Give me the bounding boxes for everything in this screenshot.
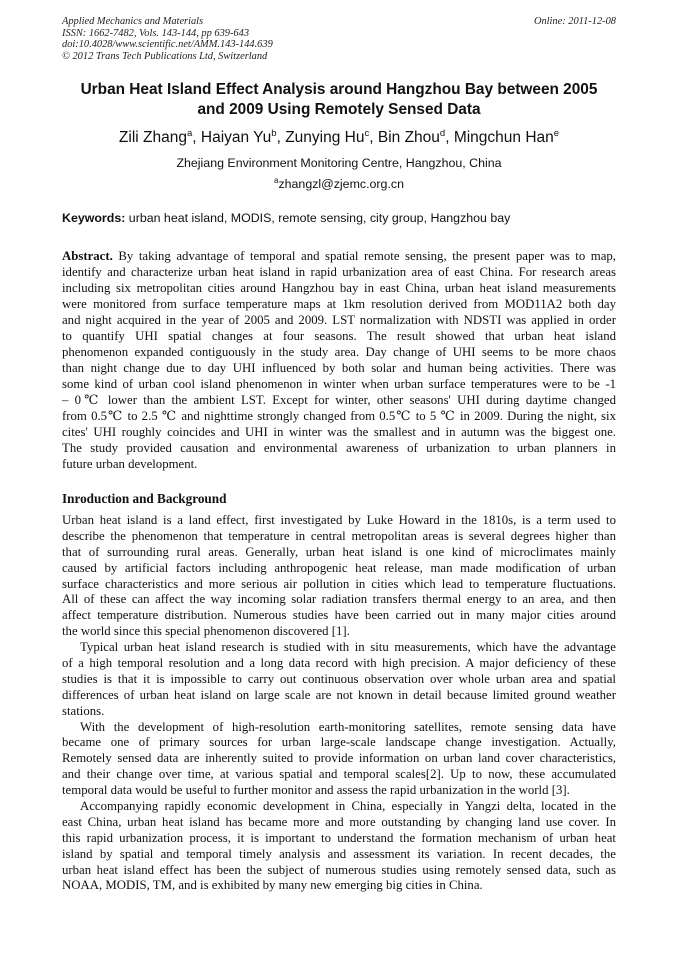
abstract-line: including six metropolitan cities around Hangzhou bay in east China, urban heat island measurements [62, 281, 616, 295]
text-line: of a high temporal resolution and a long data record with high precision. A major deficiency of these [62, 656, 616, 671]
text-line: the world since this special phenomenon discovered [1]. [62, 624, 350, 639]
contact-email [62, 176, 616, 192]
text-line: describe the phenomenon that temperature in central metropolitan areas is several degrees higher than [62, 528, 616, 543]
title-line-2: and 2009 Using Remotely Sensed Data [197, 101, 481, 118]
text-line: With the development of high-resolution earth-monitoring satellites, remote sensing data have [80, 719, 616, 734]
author-name: Haiyan Yu [200, 129, 272, 146]
text-line: that of surrounding rural areas. Generally, urban heat island is one kind of microclimates mainly [62, 544, 616, 559]
abstract-line: future urban development. [62, 457, 198, 471]
paragraph [62, 799, 616, 894]
text-line: temporal data would be useful to further monitor and assess the rapid urbanization in the world [3]. [62, 783, 570, 798]
paragraph [62, 720, 616, 799]
author-name: Zili Zhang [118, 129, 187, 146]
text-line: caused by artificial factors including anthropogenic heat release, man made modification of urban [62, 560, 616, 575]
text-line: Accompanying rapidly economic development in China, especially in Yangzi delta, located in the [80, 799, 616, 814]
issn-line: ISSN: 1662-7482, Vols. 143-144, pp 639-643 [62, 27, 250, 39]
keywords-label: Keywords: [62, 211, 126, 225]
abstract-line: Abstract. By taking advantage of temporal and spatial remote sensing, the present paper was to map, [62, 249, 616, 263]
section-heading: Inroduction and Background [62, 491, 227, 506]
text-line: All of these can affect the way incoming solar radiation transfers thermal energy to an area, and then [62, 592, 616, 607]
keywords-text: urban heat island, MODIS, remote sensing, city group, Hangzhou bay [125, 211, 511, 225]
abstract-line: phenomenon expanded contiguously in the study area. Day change of UHI seems to be more chaos [62, 345, 616, 359]
text-line: Remotely sensed data are inherently suited to provide information on urban land cover characteristics, [62, 751, 616, 766]
copyright-line: © 2012 Trans Tech Publications Ltd, Switzerland [62, 50, 268, 62]
text-line: NOAA, MODIS, TM, and is exhibited by many new emerging big cities in China. [62, 878, 483, 893]
abstract-label: Abstract. [62, 249, 113, 263]
text-line: affect temperature distribution. Numerous studies have been carried out in many major cities around [62, 608, 616, 623]
text-line: east China, urban heat island has became more and more outstanding by changing land use cover. In [62, 814, 616, 829]
email-address: zhangzl@zjemc.org.cn [278, 177, 404, 191]
title-line-1: Urban Heat Island Effect Analysis around Hangzhou Bay between 2005 [80, 81, 598, 98]
author-name: Mingchun Han [453, 129, 554, 146]
abstract-line: to quantify UHI spatial changes at four seasons. The result showed that urban heat island [62, 329, 616, 343]
author-separator: , [445, 129, 454, 146]
text-line: became one of primary sources for urban large-scale landscape change investigation. Actually, [62, 735, 616, 750]
paper-title [62, 80, 616, 120]
journal-name: Applied Mechanics and Materials [62, 16, 204, 27]
doi-line: doi:10.4028/www.scientific.net/AMM.143-144.639 [62, 39, 273, 51]
text-line: island by spatial and temporal timely analysis and assessment its variation. In recent decades, the [62, 846, 616, 861]
text-line: this rapid urbanization process, it is important to understand the formation mechanism of urban heat [62, 830, 616, 845]
text-line: urban heat island effect has been the subject of numerous studies using remotely sensed data, such as [62, 862, 616, 877]
email-mark: a [274, 176, 279, 185]
abstract-line: cites' UHI roughly coincides and UHI in winter was the smallest and in autumn was the biggest one. [62, 425, 616, 439]
text-line: studies is that it is impossible to carry out continuous observation over whole urban area and spatial [62, 671, 616, 686]
online-date: Online: 2011-12-08 [533, 16, 616, 27]
author-separator: , [276, 129, 286, 146]
abstract-line: identify and characterize urban heat island in rapid urbanization area of east China. For research areas [62, 265, 616, 279]
author-affiliation-mark: c [364, 128, 370, 139]
author-affiliation-mark: b [271, 128, 277, 139]
text-line: surface characteristics and more serious air pollution in cities which lead to temperature fluctuations. [62, 576, 616, 591]
text-line: Urban heat island is a land effect, first investigated by Luke Howard in the 1810s, is a term used to [62, 513, 616, 527]
abstract-line: – 0℃ lower than the ambient LST. Except for winter, other seasons' UHI during daytime changed [62, 393, 616, 407]
abstract-line: from 0.5℃ to 2.5 ℃ and nighttime strongly changed from 0.5℃ to 5 ℃ in 2009. During the night, six [62, 409, 616, 423]
author-separator: , [192, 129, 201, 146]
author-separator: , [369, 129, 378, 146]
author [454, 129, 559, 146]
author-list [62, 128, 616, 148]
author [119, 129, 201, 146]
text-line: Typical urban heat island research is studied with in situ measurements, which have the advantage [80, 640, 616, 655]
abstract-line: some kind of urban cool island phenomenon in winter when urban surface temperatures were to be -1 [62, 377, 616, 391]
author-name: Bin Zhou [377, 129, 440, 146]
author-name: Zunying Hu [285, 129, 365, 146]
abstract [62, 248, 616, 472]
author [201, 129, 285, 146]
text-line: and their change over time, at various spatial and temporal scales[2]. Up to now, these accumulated [62, 767, 616, 782]
paragraph [62, 640, 616, 719]
abstract-line: The study provided causation and environmental awareness of urbanization to urban planners in [62, 441, 616, 455]
author-affiliation-mark: d [439, 128, 446, 139]
keywords [62, 210, 616, 226]
affiliation: Zhejiang Environment Monitoring Centre, Hangzhou, China [176, 156, 502, 170]
abstract-line: were monitored from surface temperature maps at 1km resolution derived from MOD11A2 both day [62, 297, 616, 311]
author-affiliation-mark: e [553, 128, 560, 139]
journal-header [62, 16, 273, 62]
abstract-line: and night acquired in the year of 2005 and 2009. LST normalization with NDSTI was applied in order [62, 313, 616, 327]
paragraph [62, 513, 616, 640]
author [285, 129, 378, 146]
text-line: differences of urban heat island on large scale are not known in detail because limited ground weather [62, 687, 616, 702]
text-line: stations. [62, 703, 105, 718]
author [378, 129, 454, 146]
abstract-line: than night change due to day UHI influenced by both solar and human being activities. There was [62, 361, 616, 375]
author-affiliation-mark: a [186, 128, 193, 139]
section-body [62, 513, 616, 894]
